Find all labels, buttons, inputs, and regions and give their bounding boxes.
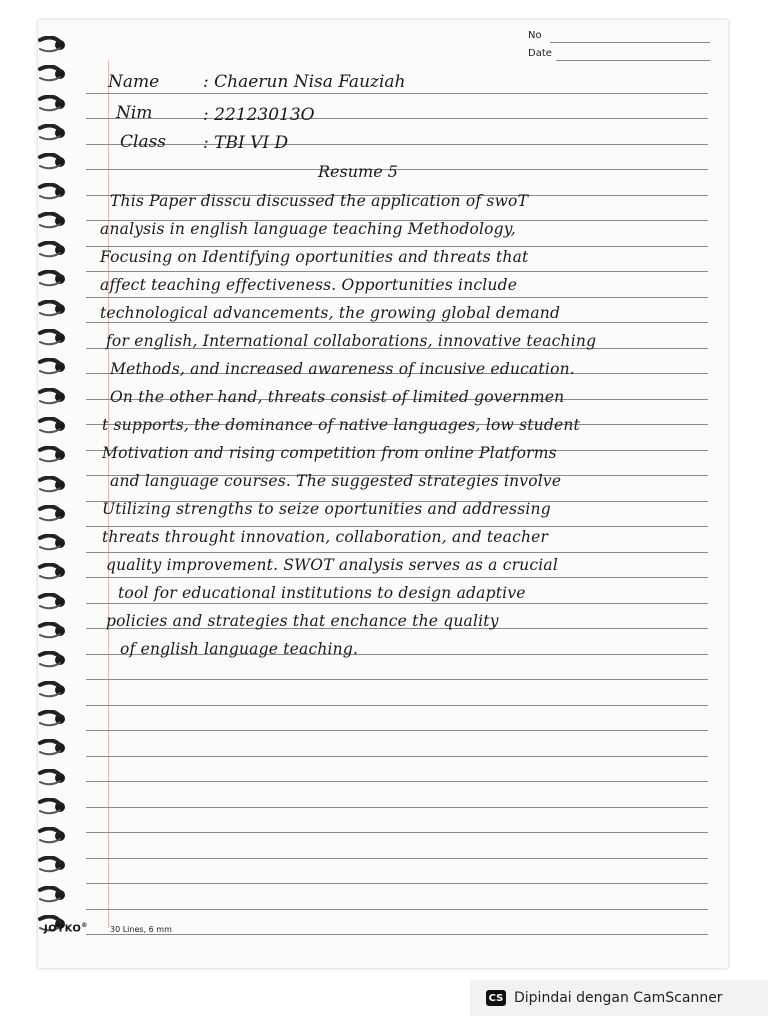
camscanner-watermark <box>470 980 768 1016</box>
date-label: Date <box>528 48 552 59</box>
resume-line: t supports, the dominance of native languages, low student <box>102 416 580 434</box>
nim-label: Nim <box>116 103 153 123</box>
ruled-line <box>86 910 708 936</box>
spiral-ring <box>38 241 68 259</box>
spiral-ring <box>38 622 68 640</box>
spiral-ring <box>38 95 68 113</box>
ruled-line <box>86 119 708 145</box>
ruled-line <box>86 655 708 681</box>
spiral-ring <box>38 505 68 523</box>
ruled-line <box>86 808 708 834</box>
resume-line: and language courses. The suggested strategies involve <box>110 472 562 490</box>
resume-line: Focusing on Identifying oportunities and threats that <box>100 248 529 266</box>
resume-title: Resume 5 <box>318 162 398 181</box>
spiral-ring <box>38 886 68 904</box>
spiral-ring <box>38 388 68 406</box>
ruled-line <box>86 680 708 706</box>
ruled-line <box>86 782 708 808</box>
ruled-line <box>86 859 708 885</box>
no-label: No <box>528 30 542 41</box>
resume-line: technological advancements, the growing global demand <box>100 304 561 322</box>
spiral-ring <box>38 329 68 347</box>
nim-value: : 22123013O <box>203 105 315 125</box>
spiral-ring <box>38 124 68 142</box>
resume-line: On the other hand, threats consist of limited governmen <box>110 388 565 406</box>
spiral-ring <box>38 476 68 494</box>
spiral-ring <box>38 710 68 728</box>
spiral-ring <box>38 65 68 83</box>
spiral-ring <box>38 651 68 669</box>
resume-line: affect teaching effectiveness. Opportunities include <box>100 276 518 294</box>
camscanner-icon: CS <box>486 990 506 1006</box>
spiral-ring <box>38 358 68 376</box>
ruled-line <box>86 757 708 783</box>
ruled-line <box>86 884 708 910</box>
spiral-ring <box>38 534 68 552</box>
notebook-page <box>38 20 728 968</box>
spiral-ring <box>38 300 68 318</box>
ruled-line <box>86 706 708 732</box>
resume-line: tool for educational institutions to design adaptive <box>118 584 526 602</box>
resume-line: Utilizing strengths to seize oportunities and addressing <box>102 500 551 518</box>
ruled-line <box>86 833 708 859</box>
class-value: : TBI VI D <box>203 133 289 153</box>
spiral-ring <box>38 798 68 816</box>
spiral-ring <box>38 681 68 699</box>
resume-line: analysis in english language teaching Methodology, <box>100 220 516 238</box>
ruled-line <box>86 731 708 757</box>
spiral-ring <box>38 856 68 874</box>
date-line <box>556 60 710 61</box>
spiral-ring <box>38 270 68 288</box>
resume-line: policies and strategies that enchance the quality <box>106 612 499 630</box>
joyko-logo: JOYKO® <box>44 922 88 935</box>
spiral-ring <box>38 417 68 435</box>
name-value: : Chaerun Nisa Fauziah <box>203 72 406 92</box>
spiral-ring <box>38 153 68 171</box>
resume-line: Motivation and rising competition from online Platforms <box>102 444 557 462</box>
resume-line: for english, International collaborations, innovative teaching <box>106 332 597 350</box>
name-label: Name <box>108 72 160 92</box>
resume-line: threats throught innovation, collaboration, and teacher <box>102 528 549 546</box>
spiral-ring <box>38 36 68 54</box>
spiral-ring <box>38 593 68 611</box>
spiral-ring <box>38 446 68 464</box>
resume-line: of english language teaching. <box>120 640 359 658</box>
spiral-ring <box>38 183 68 201</box>
spiral-ring <box>38 212 68 230</box>
resume-line: Methods, and increased awareness of incusive education. <box>110 360 575 378</box>
ruled-line <box>86 94 708 120</box>
spiral-ring <box>38 563 68 581</box>
resume-line: This Paper disscu discussed the application of swoT <box>110 192 529 210</box>
spiral-ring <box>38 769 68 787</box>
resume-line: quality improvement. SWOT analysis serves as a crucial <box>106 556 558 574</box>
spiral-ring <box>38 739 68 757</box>
spiral-ring <box>38 827 68 845</box>
no-line <box>550 42 710 43</box>
class-label: Class <box>120 132 167 152</box>
line-spec: 30 Lines, 6 mm <box>110 925 172 934</box>
camscanner-text: Dipindai dengan CamScanner <box>514 990 723 1006</box>
